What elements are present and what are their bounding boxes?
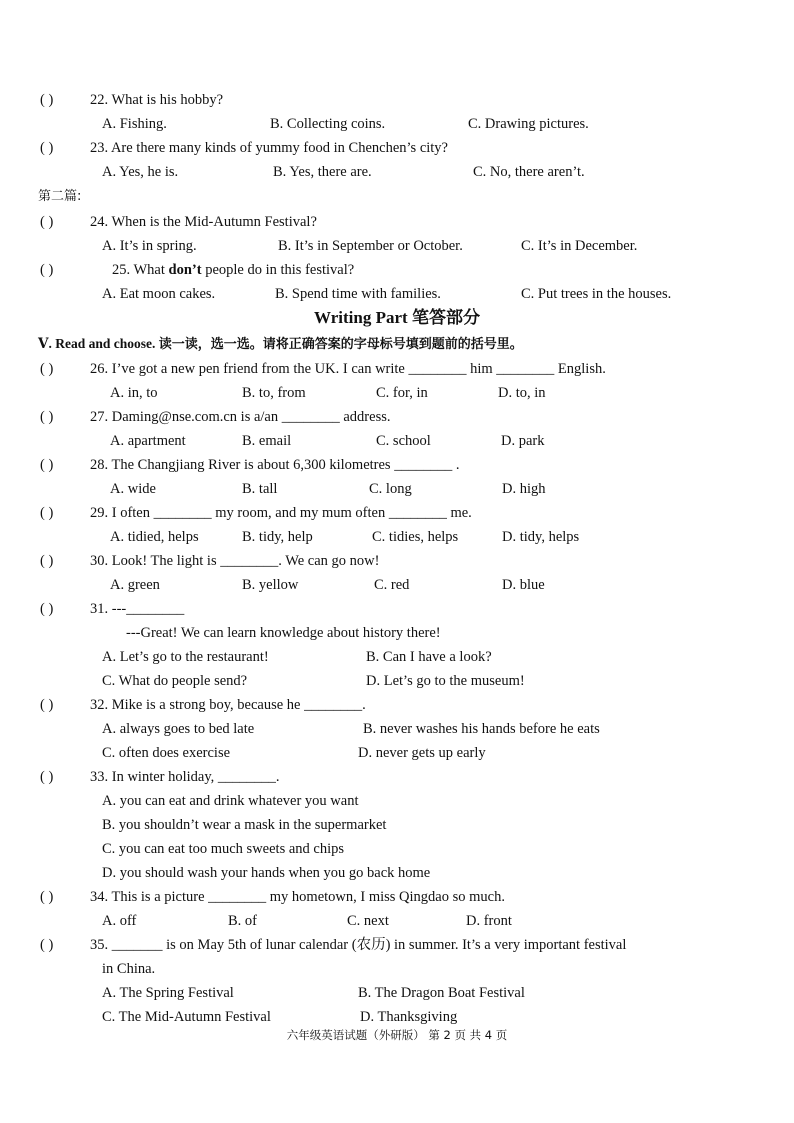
option-c: C. tidies, helps [372, 529, 459, 545]
question-text: 25. What don’t people do in this festival? [112, 262, 355, 278]
question-text: 29. I often ________ my room, and my mum often ________ me. [90, 505, 472, 521]
question-text: 32. Mike is a strong boy, because he ________. [90, 697, 366, 713]
question-text: 35. _______ is on May 5th of lunar calendar (农历) in summer. It’s a very important festival [90, 937, 627, 953]
option-a: A. wide [110, 481, 156, 497]
answer-bracket[interactable]: ( ) [40, 889, 54, 905]
answer-bracket[interactable]: ( ) [40, 769, 54, 785]
option-b: B. tall [242, 481, 278, 497]
answer-bracket[interactable]: ( ) [40, 361, 54, 377]
question-34 [40, 888, 505, 906]
section-heading: Writing Part 笔答部分 [314, 308, 480, 327]
question-text-continued: in China. [102, 961, 156, 977]
question-26 [40, 360, 606, 378]
answer-bracket[interactable]: ( ) [40, 697, 54, 713]
option-c: C. It’s in December. [521, 238, 638, 254]
option-c: C. for, in [376, 385, 428, 401]
option-d: D. blue [502, 577, 545, 593]
option-d: D. park [501, 433, 545, 449]
answer-bracket[interactable]: ( ) [40, 505, 54, 521]
option-d: D. Let’s go to the museum! [366, 673, 525, 689]
option-a: A. Yes, he is. [102, 164, 179, 180]
question-35 [40, 936, 627, 954]
answer-bracket[interactable]: ( ) [40, 262, 54, 278]
option-c: C. Put trees in the houses. [521, 286, 672, 302]
option-c: C. next [347, 913, 389, 929]
answer-bracket[interactable]: ( ) [40, 937, 54, 953]
option-c: C. you can eat too much sweets and chips [102, 841, 345, 857]
option-c: C. The Mid-Autumn Festival [102, 1009, 271, 1025]
question-22 [40, 91, 224, 109]
question-text: 30. Look! The light is ________. We can go now! [90, 553, 380, 569]
option-d: D. you should wash your hands when you go back home [102, 865, 431, 881]
option-a: A. Let’s go to the restaurant! [102, 649, 269, 665]
option-a: A. you can eat and drink whatever you want [102, 793, 359, 809]
option-c: C. No, there aren’t. [473, 164, 585, 180]
option-d: D. Thanksgiving [360, 1009, 458, 1025]
answer-bracket[interactable]: ( ) [40, 214, 54, 230]
instruction: Ⅴ. Read and choose. 读一读，选一选。请将正确答案的字母标号填到题前的括号里。 [38, 336, 523, 352]
option-a: A. in, to [110, 385, 158, 401]
question-text: 23. Are there many kinds of yummy food in Chenchen’s city? [90, 140, 448, 156]
option-a: A. Fishing. [102, 116, 167, 132]
question-text: 27. Daming@nse.com.cn is a/an ________ address. [90, 409, 391, 425]
option-a: A. The Spring Festival [102, 985, 234, 1001]
question-text: 22. What is his hobby? [90, 92, 224, 108]
option-c: C. school [376, 433, 431, 449]
option-a: A. tidied, helps [110, 529, 199, 545]
option-b: B. It’s in September or October. [278, 238, 463, 254]
option-d: D. high [502, 481, 546, 497]
option-b: B. you shouldn’t wear a mask in the supermarket [102, 817, 387, 833]
option-b: B. of [228, 913, 257, 929]
question-31 [40, 600, 185, 618]
dialogue-reply: ---Great! We can learn knowledge about history there! [126, 625, 441, 641]
option-b: B. Spend time with families. [275, 286, 441, 302]
question-text: 33. In winter holiday, ________. [90, 769, 280, 785]
question-33 [40, 768, 280, 786]
option-d: D. to, in [498, 385, 546, 401]
option-b: B. Can I have a look? [366, 649, 492, 665]
question-32 [40, 696, 366, 714]
question-text: 26. I’ve got a new pen friend from the UK. I can write ________ him ________ English. [90, 361, 606, 377]
option-a: A. It’s in spring. [102, 238, 197, 254]
option-d: D. tidy, helps [502, 529, 580, 545]
question-27 [40, 408, 391, 426]
question-30 [40, 552, 380, 570]
option-c: C. red [374, 577, 410, 593]
option-b: B. yellow [242, 577, 299, 593]
option-a: A. always goes to bed late [102, 721, 255, 737]
option-c: C. long [369, 481, 412, 497]
question-24 [40, 213, 317, 231]
answer-bracket[interactable]: ( ) [40, 457, 54, 473]
answer-bracket[interactable]: ( ) [40, 140, 54, 156]
question-23 [40, 139, 448, 157]
option-b: B. Yes, there are. [273, 164, 372, 180]
option-c: C. What do people send? [102, 673, 248, 689]
question-29 [40, 504, 472, 522]
section-label: 第二篇: [38, 189, 82, 204]
question-text: 34. This is a picture ________ my hometown, I miss Qingdao so much. [90, 889, 505, 905]
question-28 [40, 456, 460, 474]
option-a: A. green [110, 577, 160, 593]
question-text: 28. The Changjiang River is about 6,300 kilometres ________ . [90, 457, 460, 473]
option-b: B. tidy, help [242, 529, 313, 545]
question-text: 24. When is the Mid-Autumn Festival? [90, 214, 317, 230]
question-25 [40, 261, 355, 279]
answer-bracket[interactable]: ( ) [40, 92, 54, 108]
option-a: A. off [102, 913, 137, 929]
option-d: D. never gets up early [358, 745, 486, 761]
option-b: B. never washes his hands before he eats [363, 721, 600, 737]
option-c: C. often does exercise [102, 745, 231, 761]
answer-bracket[interactable]: ( ) [40, 553, 54, 569]
page-footer: 六年级英语试题（外研版） 第 2 页 共 4 页 [286, 1028, 508, 1042]
answer-bracket[interactable]: ( ) [40, 409, 54, 425]
option-d: D. front [466, 913, 512, 929]
option-a: A. Eat moon cakes. [102, 286, 216, 302]
option-c: C. Drawing pictures. [468, 116, 589, 132]
option-b: B. to, from [242, 385, 306, 401]
option-a: A. apartment [110, 433, 186, 449]
answer-bracket[interactable]: ( ) [40, 601, 54, 617]
option-b: B. Collecting coins. [270, 116, 386, 132]
option-b: B. The Dragon Boat Festival [358, 985, 525, 1001]
option-b: B. email [242, 433, 292, 449]
question-text: 31. ---________ [90, 601, 185, 617]
